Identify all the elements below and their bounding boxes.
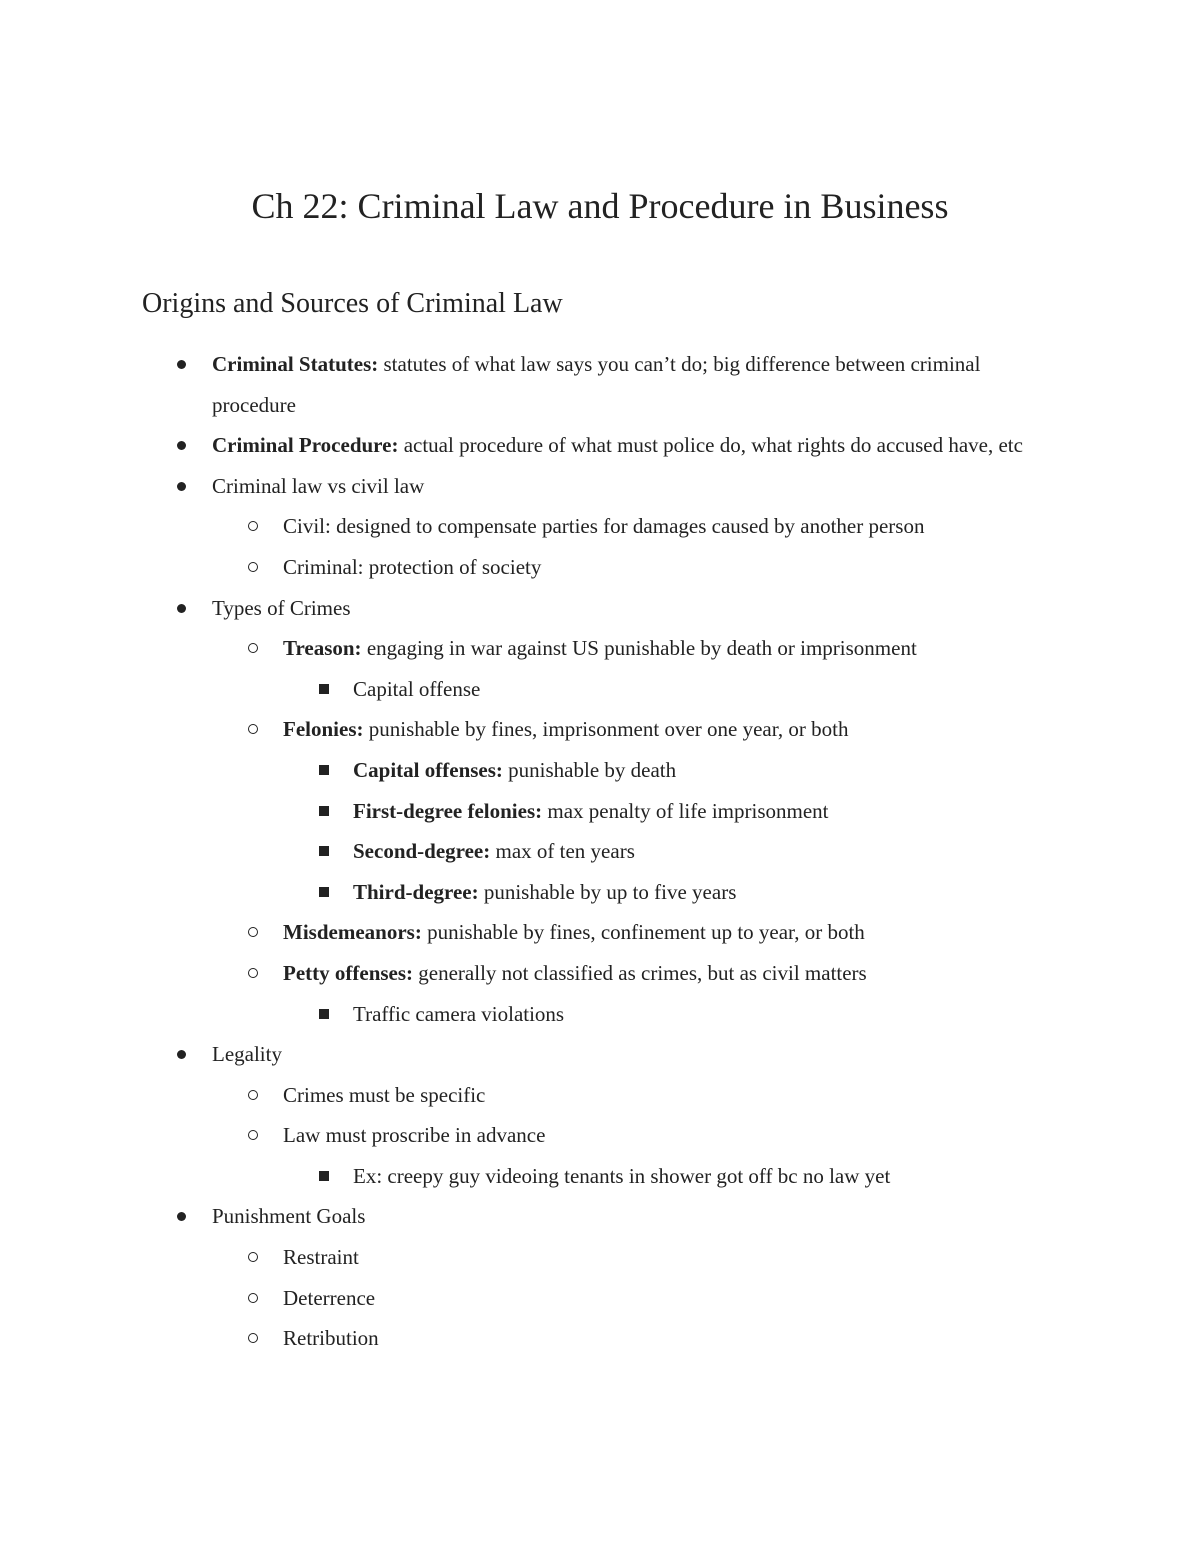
outline-item-level-2: [0, 953, 1200, 994]
outline-item-level-1: [0, 466, 1200, 507]
outline-item-text: Criminal law vs civil law: [212, 473, 425, 498]
outline-item-term: Capital offenses:: [353, 757, 503, 782]
bullet-disc-icon: [177, 441, 186, 450]
outline-item-text: Capital offense: [353, 676, 481, 701]
section-heading: Origins and Sources of Criminal Law: [142, 288, 563, 319]
outline-item-level-3: [0, 872, 1200, 913]
bullet-square-icon: [319, 806, 329, 816]
bullet-square-icon: [319, 887, 329, 897]
outline-item-text: Restraint: [283, 1245, 359, 1270]
outline-item-text: punishable by fines, imprisonment over one year, or both: [368, 717, 849, 742]
outline-item-level-2: [0, 547, 1200, 588]
outline-item-level-2: [0, 1075, 1200, 1116]
outline-item-text: Deterrence: [283, 1285, 376, 1310]
outline-item-level-2: [0, 912, 1200, 953]
bullet-circle-icon: [248, 1293, 258, 1303]
outline-item-level-1: [0, 1034, 1200, 1075]
outline-item-term: Criminal Procedure:: [212, 433, 399, 458]
bullet-disc-icon: [177, 604, 186, 613]
bullet-circle-icon: [248, 1333, 258, 1343]
outline-item-level-1: [0, 425, 1200, 466]
outline-item-term: Treason:: [283, 636, 362, 661]
bullet-circle-icon: [248, 968, 258, 978]
outline-item-term: Criminal Statutes:: [212, 352, 379, 376]
outline-item-text: max penalty of life imprisonment: [547, 798, 829, 823]
page-title: Ch 22: Criminal Law and Procedure in Business: [251, 186, 949, 226]
bullet-square-icon: [319, 765, 329, 775]
outline-item-level-3: [0, 750, 1200, 791]
bullet-disc-icon: [177, 482, 186, 491]
outline-item-text: Crimes must be specific: [283, 1082, 486, 1107]
outline-item-term: Third-degree:: [353, 879, 479, 904]
outline-item-level-3: [0, 1156, 1200, 1197]
outline-item-text: Civil: designed to compensate parties for damages caused by another person: [283, 514, 925, 539]
outline-item-level-2: [0, 1115, 1200, 1156]
bullet-circle-icon: [248, 643, 258, 653]
outline-item-text: Legality: [212, 1042, 282, 1067]
outline-item-term: Petty offenses:: [283, 960, 414, 985]
bullet-square-icon: [319, 684, 329, 694]
bullet-square-icon: [319, 1009, 329, 1019]
outline-item-term: Misdemeanors:: [283, 920, 422, 945]
outline-item-level-3: [0, 669, 1200, 710]
outline-item-text: actual procedure of what must police do, what rights do accused have, etc: [403, 433, 1023, 458]
outline-item-level-2: [0, 709, 1200, 750]
outline-item-text: Law must proscribe in advance: [283, 1123, 546, 1148]
outline-item-level-1: [0, 588, 1200, 629]
outline-item-level-3: [0, 831, 1200, 872]
outline-item-level-2: [0, 506, 1200, 547]
outline-item-term: First-degree felonies:: [353, 798, 543, 823]
notes-outline: [0, 344, 1200, 1359]
bullet-circle-icon: [248, 927, 258, 937]
bullet-disc-icon: [177, 1212, 186, 1221]
outline-item-text: engaging in war against US punishable by death or imprisonment: [366, 636, 917, 661]
bullet-square-icon: [319, 846, 329, 856]
outline-item-text: punishable by death: [508, 757, 677, 782]
bullet-square-icon: [319, 1171, 329, 1181]
bullet-circle-icon: [248, 1252, 258, 1262]
bullet-disc-icon: [177, 1050, 186, 1059]
outline-item-text: Ex: creepy guy videoing tenants in shower got off bc no law yet: [353, 1163, 891, 1188]
outline-item-text: statutes of what law says you can’t do; big difference between criminal procedure: [212, 352, 981, 417]
bullet-circle-icon: [248, 562, 258, 572]
outline-item-level-1: [0, 344, 1200, 425]
bullet-circle-icon: [248, 521, 258, 531]
outline-item-text: punishable by fines, confinement up to year, or both: [427, 920, 865, 945]
outline-item-text: generally not classified as crimes, but as civil matters: [418, 960, 867, 985]
outline-item-text: Retribution: [283, 1326, 379, 1351]
outline-item-level-3: [0, 791, 1200, 832]
outline-item-level-2: [0, 1318, 1200, 1359]
outline-item-term: Felonies:: [283, 717, 364, 742]
outline-item-level-2: [0, 628, 1200, 669]
bullet-disc-icon: [177, 360, 186, 369]
outline-item-text: Traffic camera violations: [353, 1001, 565, 1026]
outline-item-term: Second-degree:: [353, 839, 491, 864]
bullet-circle-icon: [248, 1090, 258, 1100]
outline-item-text: Types of Crimes: [212, 595, 351, 620]
outline-item-level-2: [0, 1237, 1200, 1278]
outline-item-text: punishable by up to five years: [483, 879, 737, 904]
outline-item-level-1: [0, 1196, 1200, 1237]
outline-item-text: max of ten years: [495, 839, 635, 864]
bullet-circle-icon: [248, 1130, 258, 1140]
outline-item-text: Criminal: protection of society: [283, 554, 542, 579]
outline-item-text: Punishment Goals: [212, 1204, 366, 1229]
bullet-circle-icon: [248, 724, 258, 734]
outline-item-level-3: [0, 994, 1200, 1035]
outline-item-level-2: [0, 1278, 1200, 1319]
